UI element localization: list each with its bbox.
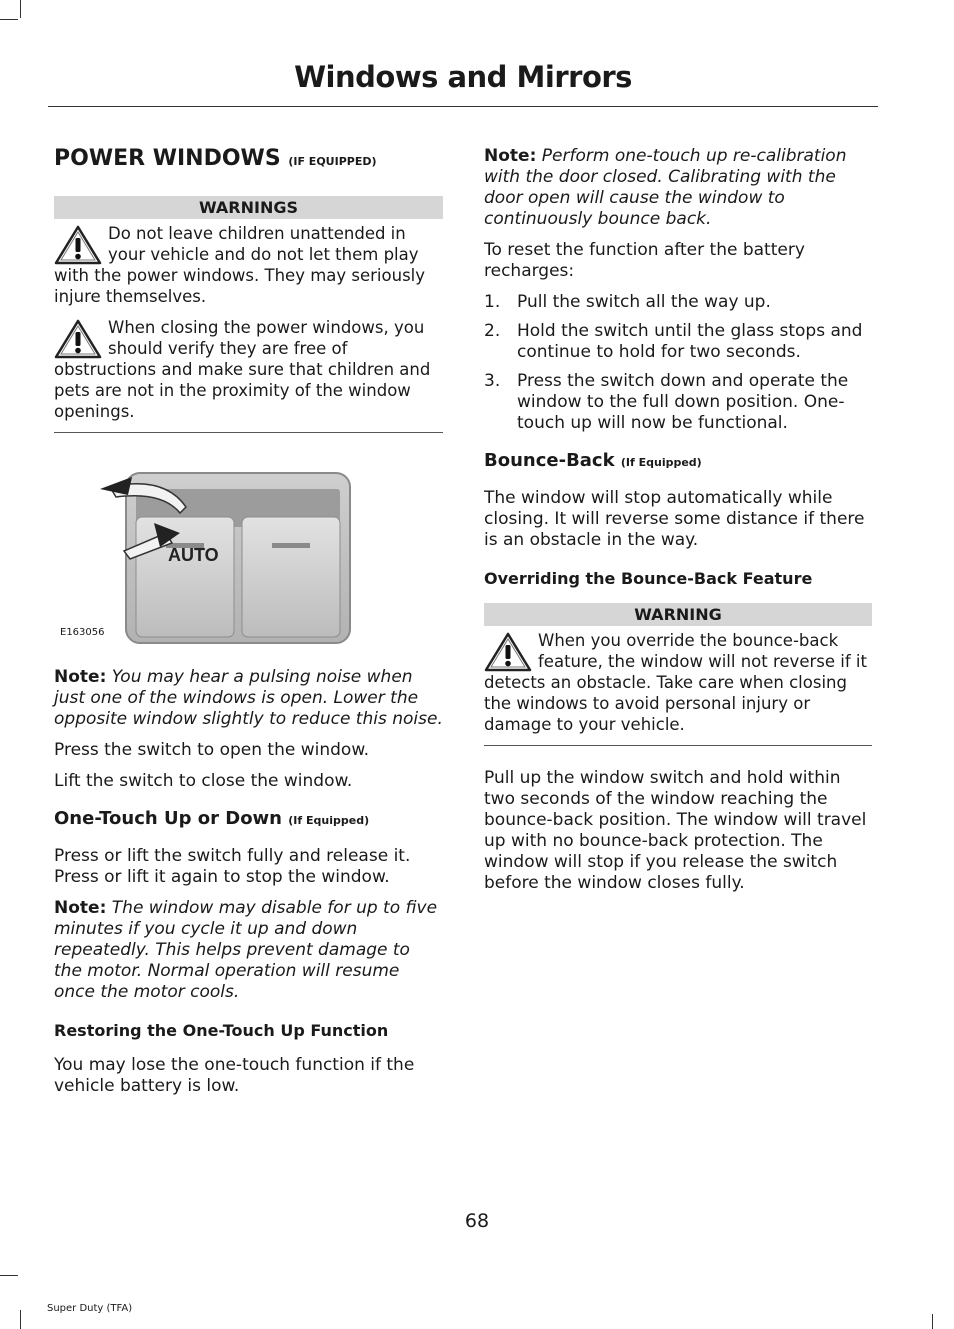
footer-text: Super Duty (TFA)	[47, 1303, 133, 1314]
list-item	[484, 321, 872, 363]
step-number: 1.	[484, 292, 501, 312]
section-heading-text: POWER WINDOWS	[54, 146, 281, 171]
paragraph: Pull up the window switch and hold within two seconds of the window reaching the bounce-back position. The window will travel up with no bounce-back protection. The window will stop if you release the switch before the window closes fully.	[484, 768, 867, 893]
note-label: Note:	[54, 667, 107, 687]
paragraph: To reset the function after the battery recharges:	[484, 240, 805, 281]
step-text: Hold the switch until the glass stops and continue to hold for two seconds.	[517, 321, 863, 362]
warning-item	[54, 223, 443, 307]
note-label: Note:	[484, 146, 537, 166]
warning-item	[484, 630, 872, 735]
paragraph: Lift the switch to close the window.	[54, 771, 353, 791]
crop-mark	[20, 0, 21, 18]
figure-code: E163056	[60, 627, 105, 638]
paragraph: Press the switch to open the window.	[54, 740, 370, 760]
subsection-heading	[484, 450, 872, 474]
warning-divider	[484, 745, 872, 746]
warning-bar: WARNING	[484, 603, 872, 626]
note	[54, 898, 443, 1003]
warning-triangle-icon	[54, 319, 102, 359]
crop-mark	[0, 19, 18, 20]
warning-item	[54, 317, 443, 422]
warning-text: Do not leave children unattended in your vehicle and do not let them play with the power windows. They may seriously injure themselves.	[54, 224, 426, 306]
subsection-heading-suffix: (If Equipped)	[620, 456, 702, 469]
step-number: 2.	[484, 321, 501, 341]
subsection-heading: Restoring the One-Touch Up Function	[54, 1021, 389, 1040]
subsection-heading: Overriding the Bounce-Back Feature	[484, 569, 813, 588]
section-heading-suffix: (IF EQUIPPED)	[288, 155, 377, 168]
step-text: Pull the switch all the way up.	[517, 292, 771, 312]
warning-text: When you override the bounce-back feature, the window will not reverse if it detects an obstacle. Take care when closing the windows to avoid personal injury or damage to your vehicle.	[484, 631, 867, 734]
list-item	[484, 292, 872, 313]
auto-label: AUTO	[168, 545, 219, 565]
warning-text: When closing the power windows, you should verify they are free of obstructions and make sure that children and pets are not in the proximity of the window openings.	[54, 318, 431, 421]
subsection-heading-text: One-Touch Up or Down	[54, 808, 282, 829]
left-column	[54, 140, 443, 1107]
note-text: Perform one-touch up re-calibration with the door closed. Calibrating with the door open will cause the window to continuously bounce back.	[484, 146, 847, 229]
paragraph: You may lose the one-touch function if the vehicle battery is low.	[54, 1055, 415, 1096]
paragraph: Press or lift the switch fully and release it. Press or lift it again to stop the window.	[54, 846, 411, 887]
warning-triangle-icon	[54, 225, 102, 265]
note-label: Note:	[54, 898, 107, 918]
steps-list	[484, 292, 872, 434]
warnings-bar: WARNINGS	[54, 196, 443, 219]
page-title: Windows and Mirrors	[294, 60, 632, 94]
crop-mark	[932, 1314, 933, 1329]
warning-divider	[54, 432, 443, 433]
warning-triangle-icon	[484, 632, 532, 672]
list-item	[484, 371, 872, 434]
window-switch-figure	[54, 447, 443, 653]
crop-mark	[20, 1310, 21, 1329]
paragraph: The window will stop automatically while closing. It will reverse some distance if there is an obstacle in the way.	[484, 488, 865, 550]
page-number: 68	[464, 1210, 490, 1232]
right-column	[484, 146, 872, 904]
window-switch-illustration	[54, 447, 443, 653]
section-heading	[54, 145, 443, 176]
subsection-heading-suffix: (If Equipped)	[288, 814, 370, 827]
step-number: 3.	[484, 371, 501, 391]
step-text: Press the switch down and operate the window to the full down position. One-touch up will now be functional.	[517, 371, 849, 433]
note	[484, 146, 872, 230]
crop-mark	[0, 1275, 18, 1276]
note	[54, 667, 443, 730]
note-text: You may hear a pulsing noise when just one of the windows is open. Lower the opposite window slightly to reduce this noise.	[54, 667, 443, 729]
note-text: The window may disable for up to five minutes if you cycle it up and down repeatedly. This helps prevent damage to the motor. Normal operation will resume once the motor cools.	[54, 898, 438, 1002]
subsection-heading-text: Bounce-Back	[484, 450, 615, 471]
subsection-heading	[54, 808, 443, 832]
title-rule	[48, 106, 878, 107]
